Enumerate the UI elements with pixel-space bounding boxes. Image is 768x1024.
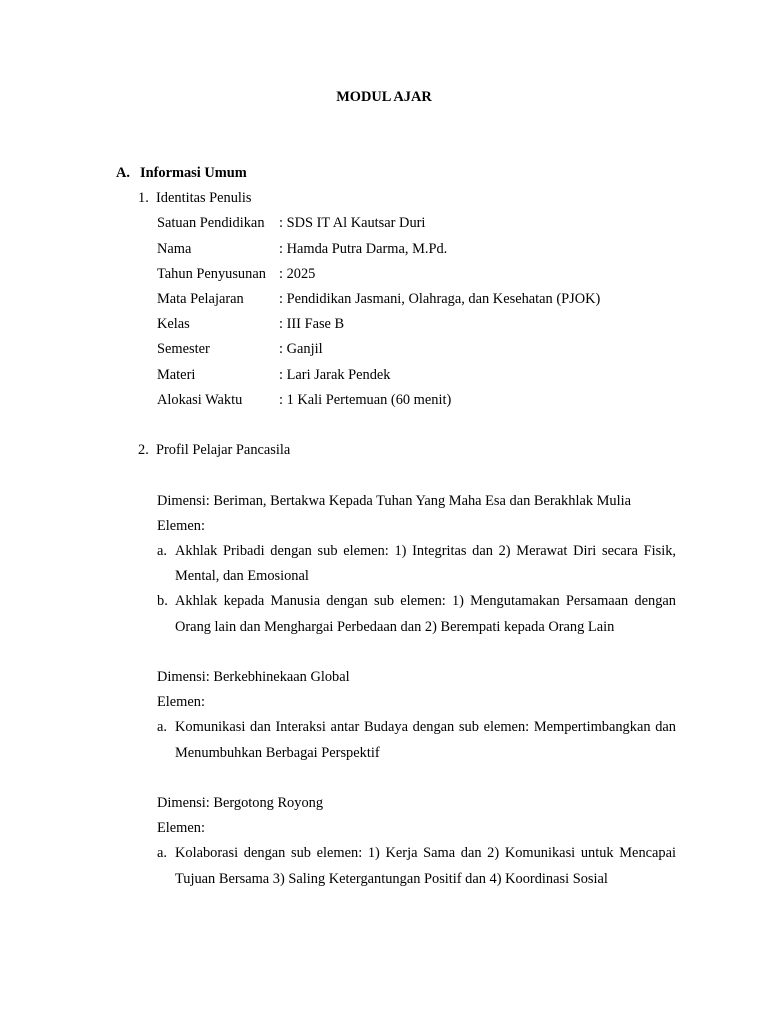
list-number: 1. [138,190,149,207]
dimension-title: Dimensi: Bergotong Royong [157,795,324,812]
field-value: : 2025 [279,265,316,282]
document-title: MODUL AJAR [336,89,432,105]
list-marker: a. [157,719,167,736]
list-marker: b. [157,593,168,610]
list-number: 2. [138,442,149,459]
field-key: Mata Pelajaran [157,291,244,308]
field-key: Kelas [157,316,190,333]
list-item-label: Profil Pelajar Pancasila [156,442,291,459]
elemen-label: Elemen: [157,517,205,534]
section-informasi-umum [116,161,676,892]
identitas-table [157,211,600,413]
field-value: : Ganjil [279,341,323,358]
elemen-text: Komunikasi dan Interaksi antar Budaya dengan sub elemen: Mempertimbangkan dan Menumbuhkan Berbagai Perspektif [175,719,676,761]
table-row [157,363,600,388]
section-heading [116,161,676,186]
elemen-label: Elemen: [157,694,205,711]
elemen-text: Akhlak Pribadi dengan sub elemen: 1) Integritas dan 2) Merawat Diri secara Fisik, Mental, dan Emosional [175,543,676,585]
list-item-identitas-penulis [116,186,676,211]
field-key: Semester [157,341,210,358]
dimension-title: Dimensi: Berkebhinekaan Global [157,669,350,686]
field-value: : Pendidikan Jasmani, Olahraga, dan Kesehatan (PJOK) [279,291,601,308]
table-row [157,211,600,236]
section-letter: A. [116,165,130,181]
elemen-item [116,539,676,589]
field-value: : SDS IT Al Kautsar Duri [279,215,426,232]
elemen-text: Kolaborasi dengan sub elemen: 1) Kerja Sama dan 2) Komunikasi untuk Mencapai Tujuan Bersama 3) Saling Ketergantungan Positif dan 4) Koordinasi Sosial [175,845,676,887]
table-row [157,237,600,262]
list-marker: a. [157,543,167,560]
field-value: : Lari Jarak Pendek [279,366,391,383]
section-title: Informasi Umum [140,165,247,181]
elemen-item [116,589,676,639]
field-key: Satuan Pendidikan [157,215,265,232]
field-key: Tahun Penyusunan [157,265,266,282]
list-item-profil-pelajar [116,438,676,463]
table-row [157,337,600,362]
list-item-label: Identitas Penulis [156,190,252,207]
table-row [157,388,600,413]
field-key: Materi [157,366,196,383]
elemen-text: Akhlak kepada Manusia dengan sub elemen: 1) Mengutamakan Persamaan dengan Orang lain dan Menghargai Perbedaan dan 2) Berempati kepada Orang Lain [175,593,676,635]
dimension-title: Dimensi: Beriman, Bertakwa Kepada Tuhan Yang Maha Esa dan Berakhlak Mulia [157,492,631,509]
table-row [157,262,600,287]
list-marker: a. [157,845,167,862]
elemen-item [116,841,676,891]
table-row [157,312,600,337]
field-key: Nama [157,240,192,257]
table-row [157,287,600,312]
field-value: : Hamda Putra Darma, M.Pd. [279,240,448,257]
field-key: Alokasi Waktu [157,391,243,408]
elemen-label: Elemen: [157,820,205,837]
elemen-item [116,715,676,765]
field-value: : 1 Kali Pertemuan (60 menit) [279,391,452,408]
field-value: : III Fase B [279,316,345,333]
